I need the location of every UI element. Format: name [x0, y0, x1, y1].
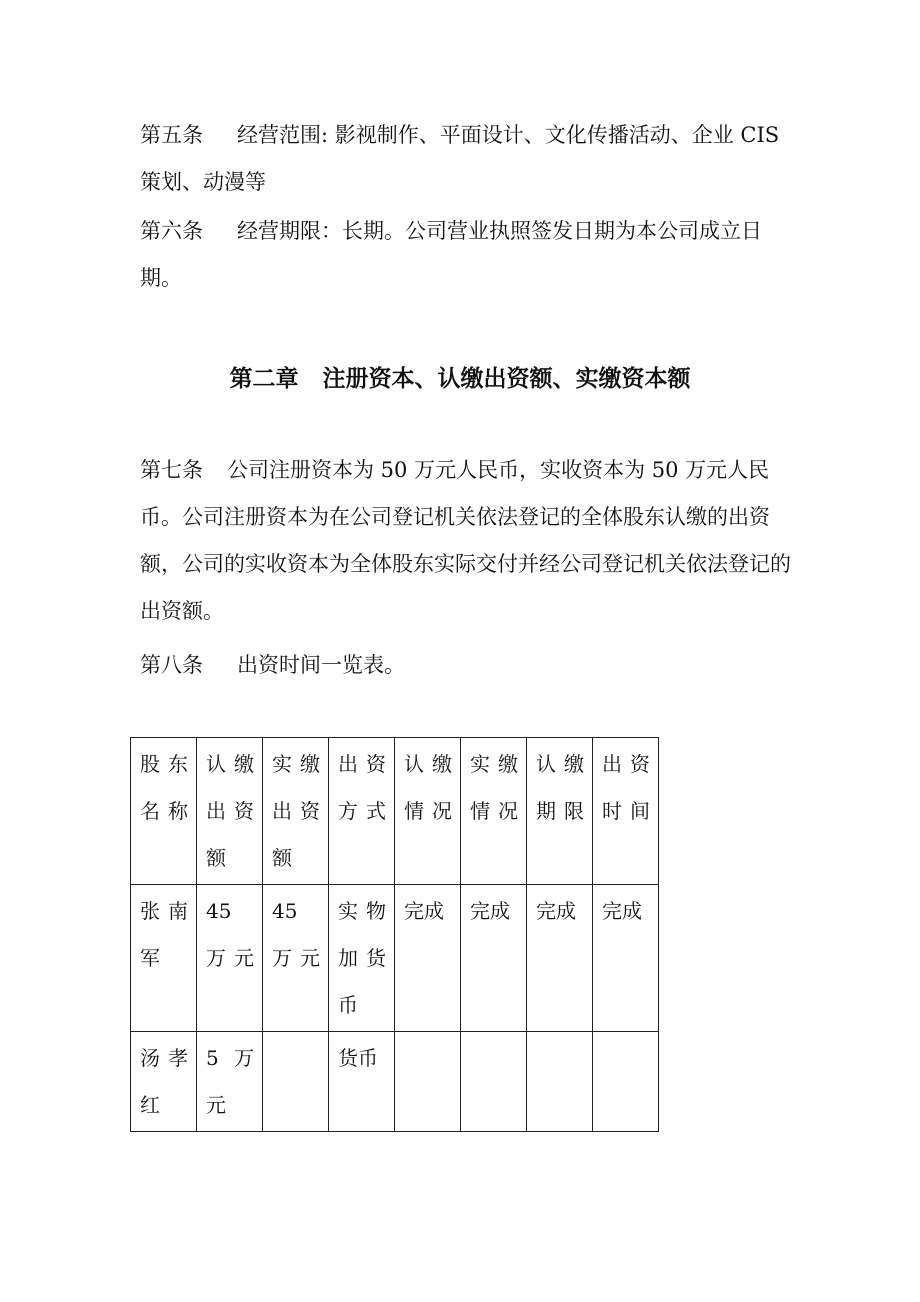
header-subscribed-amount: 认缴出资额 [197, 738, 263, 885]
article-5 [140, 112, 800, 206]
article-7 [140, 447, 805, 635]
article-6-text: 经营期限：长期。公司营业执照签发日期为本公司成立日期。 [140, 219, 762, 290]
table-row [131, 1032, 659, 1132]
chapter-2-heading [0, 354, 920, 404]
table-cell [395, 1032, 461, 1132]
article-7-text: 公司注册资本为 50 万元人民币，实收资本为 50 万元人民币。公司注册资本为在公司登记机关依法登记的全体股东认缴的出资额，公司的实收资本为全体股东实际交付并经公司登记机关依法登记的出资额。 [140, 458, 791, 623]
table-cell: 完成 [461, 885, 527, 1032]
table-cell: 张南军 [131, 885, 197, 1032]
table-cell: 完成 [593, 885, 659, 1032]
table-header-row [131, 738, 659, 885]
table-cell [593, 1032, 659, 1132]
table-cell: 完成 [395, 885, 461, 1032]
chapter-2-title: 注册资本、认缴出资额、实缴资本额 [322, 366, 691, 392]
article-6 [140, 208, 800, 302]
table-cell [461, 1032, 527, 1132]
table-cell [527, 1032, 593, 1132]
article-8-number: 第八条 [140, 653, 203, 677]
chapter-2-number: 第二章 [229, 366, 299, 392]
header-contribution-method: 出资方式 [329, 738, 395, 885]
table-cell: 45 万元 [197, 885, 263, 1032]
article-5-text: 经营范围: 影视制作、平面设计、文化传播活动、企业 CIS 策划、动漫等 [140, 123, 780, 194]
article-8-text: 出资时间一览表。 [237, 653, 405, 677]
table-cell: 5 万元 [197, 1032, 263, 1132]
table-cell: 实物加货币 [329, 885, 395, 1032]
header-shareholder-name: 股东名称 [131, 738, 197, 885]
article-6-number: 第六条 [140, 219, 203, 243]
table-cell: 45 万元 [263, 885, 329, 1032]
contribution-table [130, 737, 659, 1132]
header-contribution-time: 出资时间 [593, 738, 659, 885]
article-8 [140, 642, 800, 689]
header-payment-status: 实缴情况 [461, 738, 527, 885]
table-cell: 货币 [329, 1032, 395, 1132]
header-subscription-status: 认缴情况 [395, 738, 461, 885]
table-cell: 完成 [527, 885, 593, 1032]
header-paid-amount: 实缴出资额 [263, 738, 329, 885]
table-row [131, 885, 659, 1032]
table-cell [263, 1032, 329, 1132]
header-subscription-deadline: 认缴期限 [527, 738, 593, 885]
article-5-number: 第五条 [140, 123, 203, 147]
table-cell: 汤孝红 [131, 1032, 197, 1132]
article-7-number: 第七条 [140, 458, 203, 482]
